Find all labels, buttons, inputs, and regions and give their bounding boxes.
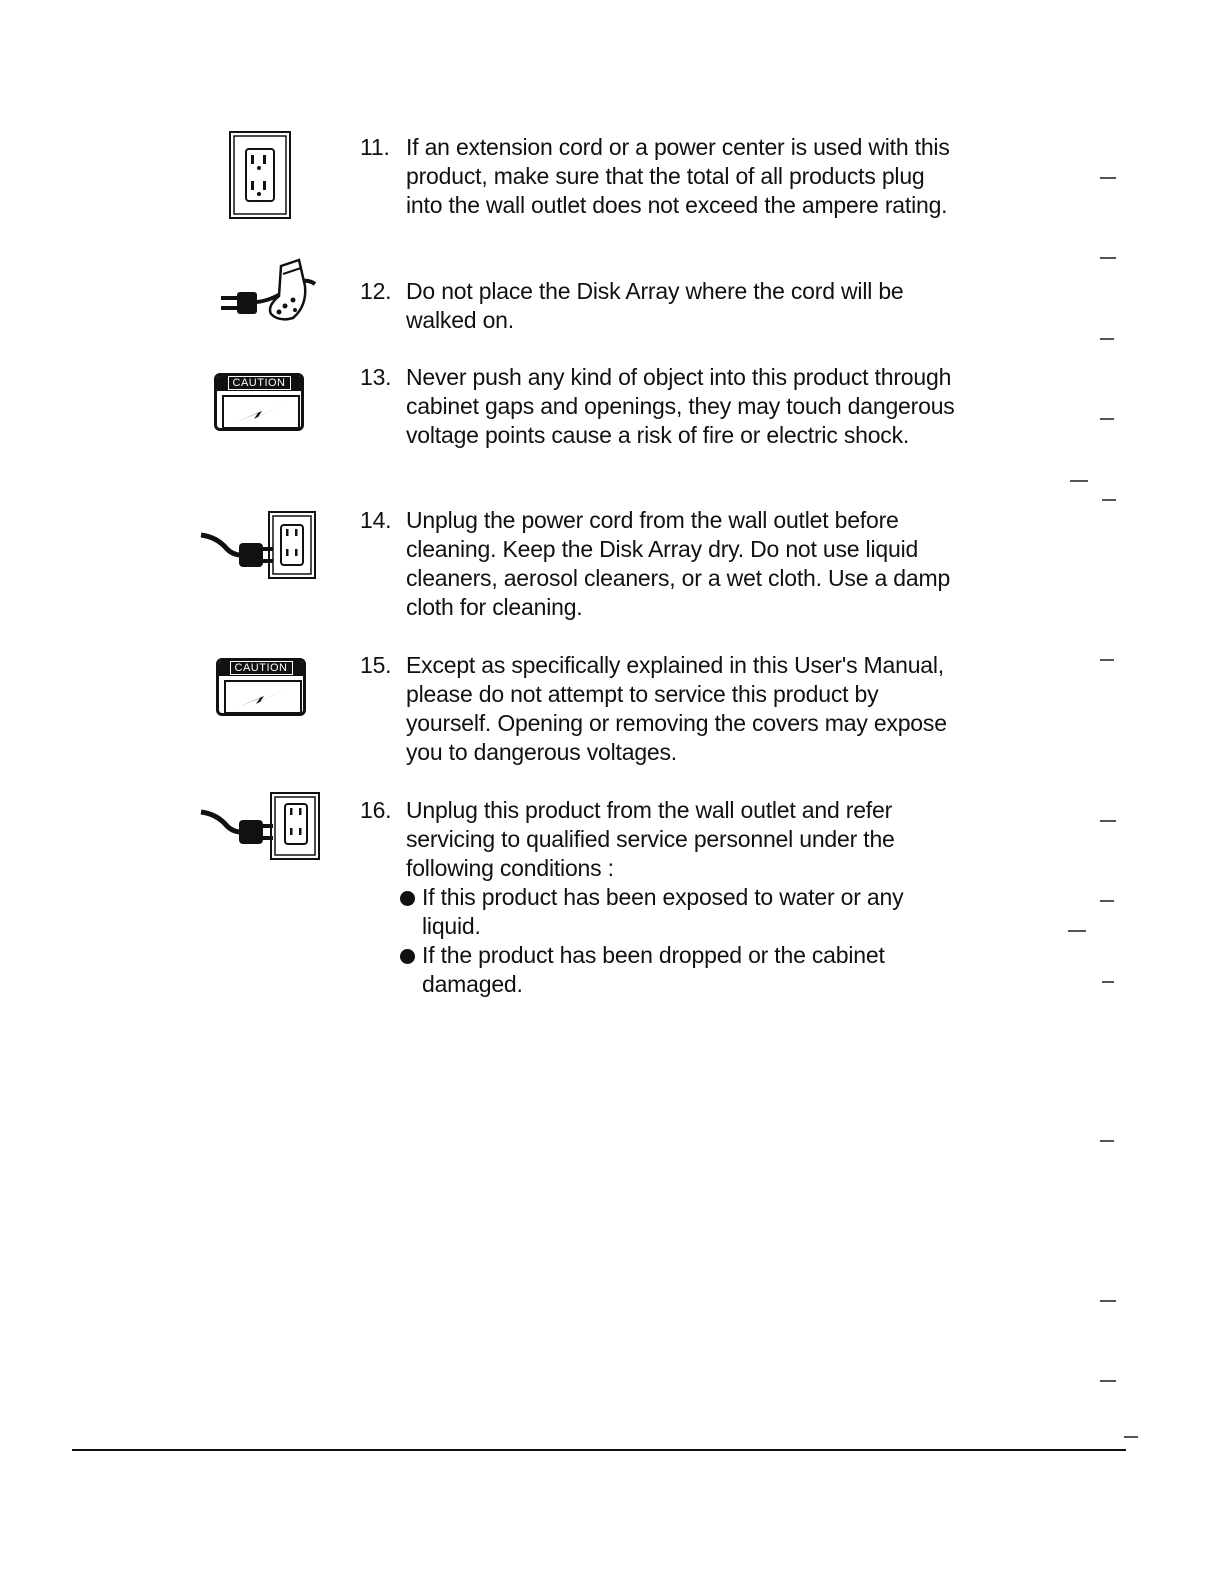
plug-footstep-icon bbox=[219, 256, 319, 331]
margin-mark bbox=[1100, 659, 1114, 661]
caution-icon bbox=[214, 373, 304, 431]
margin-mark bbox=[1100, 1380, 1116, 1382]
margin-mark bbox=[1100, 257, 1116, 259]
margin-mark bbox=[1100, 338, 1114, 340]
unplug-outlet-icon bbox=[199, 511, 319, 584]
item-text: Except as specifically explained in this User's Manual, please do not attempt to service this product by yourself. Opening or removing the covers may expose you to dangerous voltages. bbox=[406, 652, 947, 765]
unplug-outlet-icon bbox=[199, 792, 323, 865]
margin-mark bbox=[1070, 480, 1088, 482]
margin-mark bbox=[1102, 981, 1114, 983]
item-number: 13. bbox=[360, 364, 392, 390]
margin-mark bbox=[1100, 900, 1114, 902]
safety-item-12 bbox=[360, 277, 960, 335]
margin-mark bbox=[1124, 1436, 1138, 1438]
margin-mark bbox=[1068, 930, 1086, 932]
bullet-item: If this product has been exposed to water or any liquid. bbox=[400, 883, 960, 941]
safety-item-16 bbox=[360, 796, 960, 999]
caution-label: CAUTION bbox=[230, 661, 293, 675]
item-text: Unplug the power cord from the wall outlet before cleaning. Keep the Disk Array dry. Do not use liquid cleaners, aerosol cleaners, or a wet cloth. Use a damp cloth for cleaning. bbox=[406, 507, 951, 620]
caution-label: CAUTION bbox=[228, 376, 291, 390]
margin-mark bbox=[1100, 820, 1116, 822]
safety-item-11 bbox=[360, 133, 960, 220]
margin-mark bbox=[1100, 1140, 1114, 1142]
item-text: Never push any kind of object into this product through cabinet gaps and openings, they may touch dangerous voltage points cause a risk of fire or electric shock. bbox=[406, 364, 955, 448]
margin-mark bbox=[1102, 499, 1116, 501]
margin-mark bbox=[1100, 418, 1114, 420]
caution-icon bbox=[216, 658, 306, 716]
margin-mark bbox=[1100, 1300, 1116, 1302]
item-text: Do not place the Disk Array where the cord will be walked on. bbox=[406, 278, 904, 333]
item-number: 16. bbox=[360, 797, 392, 823]
item-number: 11. bbox=[360, 134, 390, 160]
bullet-item: If the product has been dropped or the cabinet damaged. bbox=[400, 941, 960, 999]
item-number: 15. bbox=[360, 652, 392, 678]
item-number: 14. bbox=[360, 507, 392, 533]
item-number: 12. bbox=[360, 278, 392, 304]
wall-outlet-icon bbox=[229, 131, 291, 224]
item-text: Unplug this product from the wall outlet and refer servicing to qualified service personnel under the following conditions : bbox=[406, 797, 895, 881]
safety-item-15 bbox=[360, 651, 960, 767]
safety-item-13 bbox=[360, 363, 960, 450]
footer-rule bbox=[72, 1449, 1126, 1451]
safety-item-14 bbox=[360, 506, 960, 622]
item-text: If an extension cord or a power center is used with this product, make sure that the total of all products plug into the wall outlet does not exceed the ampere rating. bbox=[406, 134, 950, 218]
margin-mark bbox=[1100, 177, 1116, 179]
